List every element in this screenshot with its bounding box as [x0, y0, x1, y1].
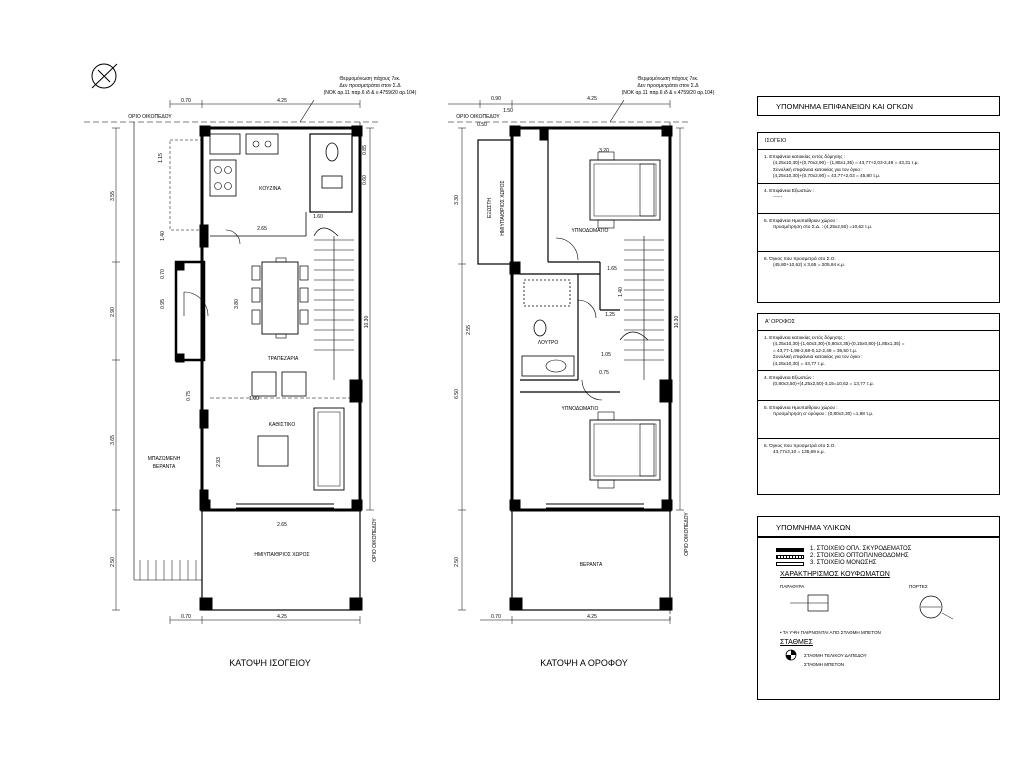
material-item: [776, 560, 989, 567]
thermal-note: Δεν προσμετράται στον Σ.Δ: [339, 83, 401, 89]
area-label: Συνολική επιφάνεια κατοικίας για τον όγκο :: [773, 166, 863, 172]
materials-list: [758, 538, 999, 571]
dimension: 1.40: [618, 287, 624, 297]
dimension: 1.00: [249, 396, 259, 402]
materials-legend-title: ΥΠΟΜΝΗΜΑ ΥΛΙΚΩΝ: [776, 523, 851, 532]
room-label: ΕΞΩΣΤΗ: [487, 197, 493, 219]
area-label: Συνολική επιφάνεια κατοικίας για τον όγκο :: [773, 354, 863, 360]
area-label: 6. Όγκος που προσμετρά στο Σ.Ο.: [764, 443, 836, 449]
room-label: ΚΟΥΖΙΝΑ: [259, 186, 281, 192]
area-formula: (4,25x10,30)+(0,70x2,90) - (1,85x1,35) = 43,77+2,03-2,49 = 43,31 τ.μ.: [773, 160, 919, 166]
ground-floor-areas: [757, 132, 1000, 303]
window-icon: [780, 589, 850, 623]
dimension: 3.30: [454, 195, 460, 205]
area-label: 6. Όγκος που προσμετρά στο Σ.Ο.: [764, 255, 836, 261]
north-arrow-icon: [92, 64, 117, 88]
dimension: 0.70: [181, 614, 191, 620]
material-label: 1. ΣΤΟΙΧΕΙΟ ΟΠΛ. ΣΚΥΡΟΔΕΜΑΤΟΣ: [810, 546, 912, 552]
dimension: 0.50: [477, 122, 487, 128]
material-item: [776, 553, 989, 560]
area-label: 4. Επιφάνεια Εξωστών :: [764, 375, 815, 381]
level-item: [804, 662, 999, 667]
dimension: 4.25: [587, 96, 597, 102]
dimension: 2.90: [110, 307, 116, 317]
dimension: 1.65: [607, 266, 617, 272]
dimension: 3.65: [110, 435, 116, 445]
area-formula: (0,80x3,50)+(4,25x2,50)-3,15=10,62 = 13,77 τ.μ.: [773, 381, 874, 387]
plot-limit-label: ΟΡΙΟ ΟΙΚΟΠΕΔΟΥ: [372, 518, 378, 562]
levels-title: ΣΤΑΘΜΕΣ: [780, 639, 813, 646]
upper-floor-labels: [454, 75, 715, 668]
dimension: 0.70: [181, 98, 191, 104]
dimension: 0.85: [362, 145, 368, 155]
plot-limit-label: ΟΡΙΟ ΟΙΚΟΠΕΔΟΥ: [456, 114, 500, 120]
materials-panel: [757, 537, 1000, 700]
dimension: 3.20: [599, 148, 609, 154]
concrete-swatch: [776, 548, 804, 552]
dimension: 0.70: [160, 269, 166, 279]
dimension: 3.55: [110, 191, 116, 201]
dimension: 1.60: [313, 214, 323, 220]
upper-floor-plan: [448, 100, 690, 624]
area-label: 1. Επιφάνεια κατοικίας εντός δόμησης :: [764, 154, 846, 159]
area-formula: προσμέτρηση α' ορόφου : (0,80x3,30) =1,98 τ.μ.: [773, 411, 874, 417]
heights-note: • ΤΑ ΥΨΗ ΠΑΙΡΝΟΝΤΑΙ ΑΠΟ ΣΤΑΘΜΗ ΜΠΕΤΟΝ: [780, 630, 881, 635]
dimension: 2.50: [454, 557, 460, 567]
area-formula: (4,25x10,30)-(1,60x3,30)-(0,80x3,35)-(0,15x0,80)-(1,85x1,35) =: [773, 341, 905, 347]
room-label: ΒΕΡΑΝΤΑ: [152, 464, 176, 470]
thermal-note: Δεν προσμετράται στον Σ.Δ: [637, 83, 699, 89]
dimension: 2.65: [277, 522, 287, 528]
area-formula: (4,25x10,30) = 43,77 τ.μ.: [773, 360, 825, 366]
plot-limit-label: ΟΡΙΟ ΟΙΚΟΠΕΔΟΥ: [684, 512, 690, 556]
plan-title: ΚΑΤΟΨΗ Α ΟΡΟΦΟΥ: [540, 658, 628, 668]
dimension: 0.75: [599, 370, 609, 376]
upper-floor-areas: [757, 313, 1000, 495]
area-row: [758, 401, 999, 439]
level-label: ΣΤΑΘΜΗ ΤΕΛΙΚΟΥ ΔΑΠΕΔΟΥ: [804, 652, 867, 658]
dimension: 4.25: [587, 614, 597, 620]
dimension: 1.25: [605, 312, 615, 318]
dimension: 0.75: [186, 391, 192, 401]
room-label: ΗΜΙΥΠΑΙΘΡΙΟΣ ΧΩΡΟΣ: [500, 180, 506, 236]
room-label: ΒΕΡΑΝΤΑ: [579, 562, 603, 568]
frames-title: ΧΑΡΑΚΤΗΡΙΣΜΟΣ ΚΟΥΦΩΜΑΤΩΝ: [780, 571, 890, 578]
brick-swatch: [776, 555, 804, 559]
dimension: 10.30: [364, 315, 370, 329]
dimension: 2.55: [466, 325, 472, 335]
plan-title: ΚΑΤΟΨΗ ΙΣΟΓΕΙΟΥ: [229, 658, 311, 668]
area-formula: ------: [773, 194, 783, 200]
ground-floor-plan: [84, 100, 380, 624]
area-formula: (45,80+10,62) x 3,65 = 205,94 κ.μ.: [773, 262, 846, 268]
area-formula: (4,25x10,30)+(0,70x2,90) = 43,77+2,03 = 45,80 τ.μ.: [773, 173, 881, 179]
areas-legend-title: ΥΠΟΜΝΗΜΑ ΕΠΙΦΑΝΕΙΩΝ ΚΑΙ ΟΓΚΩΝ: [776, 102, 913, 111]
dimension: 0.95: [160, 299, 166, 309]
areas-legend: [757, 96, 1000, 116]
plot-limit-label: ΟΡΙΟ ΟΙΚΟΠΕΔΟΥ: [128, 114, 172, 120]
area-row: [758, 252, 999, 272]
area-row: [758, 439, 999, 459]
dimension: 0.60: [362, 175, 368, 185]
dimension: 3.80: [234, 299, 240, 309]
insulation-swatch: [776, 562, 804, 566]
area-label: 4. Επιφάνεια Εξωστών :: [764, 187, 815, 193]
dimension: 1.15: [158, 153, 164, 163]
frames-row: [758, 584, 999, 628]
area-label: 1. Επιφάνεια κατοικίας εντός δόμησης :: [764, 335, 846, 340]
material-label: 2. ΣΤΟΙΧΕΙΟ ΟΠΤΟΠΛΙΝΘΟΔΟΜΗΣ: [810, 553, 909, 559]
dimension: 0.70: [491, 614, 501, 620]
area-formula: 43,77x3,10 = 135,69 κ.μ.: [773, 449, 825, 455]
area-row: [758, 331, 999, 371]
thermal-note: Θερμομόνωση πάχους 7εκ.: [339, 76, 401, 82]
window-symbol: [780, 584, 850, 628]
area-row: [758, 371, 999, 401]
dimension: 1.40: [160, 231, 166, 241]
door-icon: [909, 589, 969, 623]
thermal-note: (ΝΟΚ αρ.11 παρ.6 ιδ & ν.4759/20 αρ.104): [323, 90, 417, 96]
dimension: 10.30: [674, 315, 680, 329]
dimension: 0.90: [491, 96, 501, 102]
thermal-note: Θερμομόνωση πάχους 7εκ.: [637, 76, 699, 82]
area-formula: = 43,77-1,98-2,68-0,12-2,49 = 36,50 τ.μ.: [773, 347, 858, 353]
dimension: 2.50: [110, 557, 116, 567]
dimension: 2.65: [257, 226, 267, 232]
room-label: ΚΑΘΙΣΤΙΚΟ: [268, 422, 296, 428]
area-row: [758, 214, 999, 252]
room-label: ΜΠΑΖΩΜΕΝΗ: [147, 456, 181, 462]
materials-legend: [757, 516, 1000, 537]
dimension: 1.05: [601, 352, 611, 358]
dimension: 1.50: [503, 108, 513, 114]
room-label: ΥΠΝΟΔΩΜΑΤΙΟ: [561, 406, 599, 412]
window-label: ΠΑΡΑΘΥΡΑ: [780, 584, 805, 589]
area-row: [758, 184, 999, 214]
level-label: ΣΤΑΘΜΗ ΜΠΕΤΟΝ: [804, 662, 845, 667]
area-label: 5. Επιφάνεια Ημιυπαίθριου χώρου :: [764, 405, 838, 411]
door-label: ΠΟΡΤΕΣ: [909, 584, 928, 589]
area-row: [758, 150, 999, 184]
door-symbol: [909, 584, 969, 628]
level-item: [784, 648, 999, 662]
dimension: 4.25: [277, 98, 287, 104]
material-item: [776, 546, 989, 553]
room-label: ΤΡΑΠΕΖΑΡΙΑ: [267, 356, 299, 362]
dimension: 2.93: [216, 457, 222, 467]
material-label: 3. ΣΤΟΙΧΕΙΟ ΜΟΝΩΣΗΣ: [810, 560, 877, 566]
dimension: 4.25: [277, 614, 287, 620]
area-formula: προσμέτρηση στο Σ.Δ. : (4,25x2,50) =10,62 τ.μ.: [773, 224, 873, 230]
floor-level-icon: [784, 648, 798, 662]
section-heading: ΙΣΟΓΕΙΟ: [758, 133, 999, 150]
room-label: ΗΜΙΥΠΑΙΘΡΙΟΣ ΧΩΡΟΣ: [254, 552, 310, 558]
room-label: ΛΟΥΤΡΟ: [537, 340, 559, 346]
dimension: 6.50: [454, 389, 460, 399]
room-label: ΥΠΝΟΔΩΜΑΤΙΟ: [571, 228, 609, 234]
thermal-note: (ΝΟΚ αρ.11 παρ.6 ιδ & ν.4759/20 αρ.104): [621, 90, 715, 96]
section-heading: Α' ΟΡΟΦΟΣ: [758, 314, 999, 331]
area-label: 5. Επιφάνεια Ημιυπαίθριου χώρου :: [764, 217, 838, 223]
